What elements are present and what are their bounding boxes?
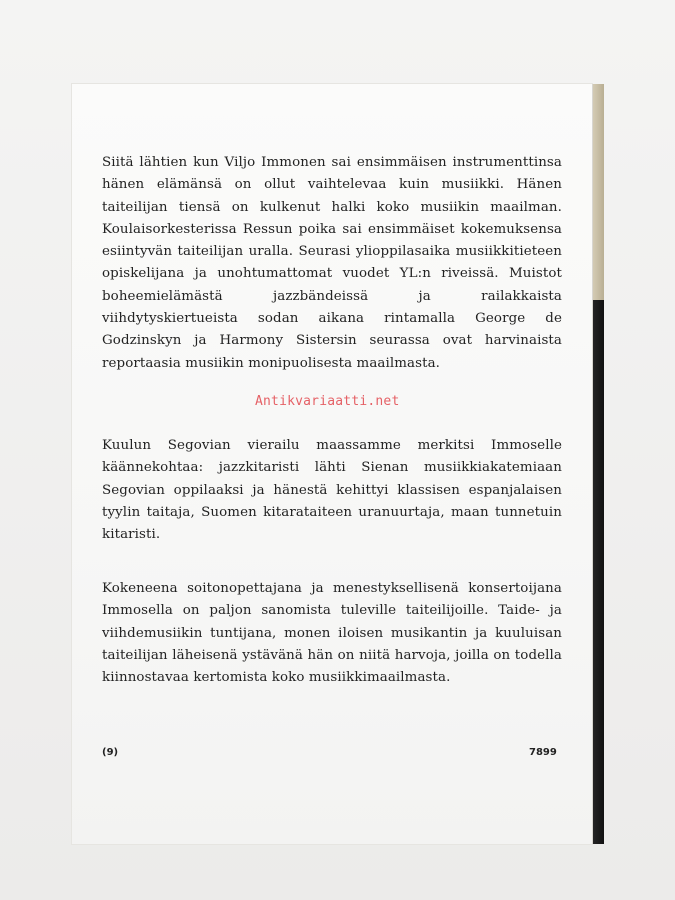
blurb-paragraph-3: Kokeneena soitonopettajana ja menestyksellisenä konsertoijana Immosella on paljon sanomista tuleville taiteilijoille. Taide- ja viihdemusiikin tuntijana, monen iloisen musikantin ja kuuluisan taiteilijan läheisenä ystävänä hän on niitä harvoja, joilla on todella kiinnostavaa kertomista koko musiikkimaailmasta. — [102, 581, 562, 686]
book-spine-dark-band — [590, 300, 604, 844]
blurb-paragraph-1: Siitä lähtien kun Viljo Immonen sai ensimmäisen instrumenttinsa hänen elämänsä on ollut vaihtelevaa kuin musiikki. Hänen taiteilijan tiensä on kulkenut halki koko musiikin maailman. Koulaisorkesterissa Ressun poika sai ensimmäiset kokemuksensa esiintyvän taiteilijan uralla. Seurasi ylioppilasaika musiikkitieteen opiskelijana ja unohtumattomat vuodet YL:n riveissä. Muistot boheemielämästä jazzbändeissä ja railakkaista viihdytyskiertueista sodan aikana rintamalla George de Godzinskyn ja Harmony Sistersin seurassa ovat harvinaista reportaasia musiikin monipuolisesta maailmasta. — [102, 155, 562, 371]
blurb-paragraph-2: Kuulun Segovian vierailu maassamme merkitsi Immoselle käännekohtaa: jazzkitaristi lähti Sienan musiikkiakatemiaan Segovian oppilaaksi ja hänestä kehittyi klassisen espanjalaisen tyylin taitaja, Suomen kitarataiteen uranuurtaja, maan tunnetuin kitaristi. — [102, 438, 562, 543]
watermark-text: Antikvariaatti.net — [255, 394, 400, 409]
price-code-left: (9) — [102, 747, 119, 758]
catalog-number-right: 7899 — [529, 747, 557, 758]
